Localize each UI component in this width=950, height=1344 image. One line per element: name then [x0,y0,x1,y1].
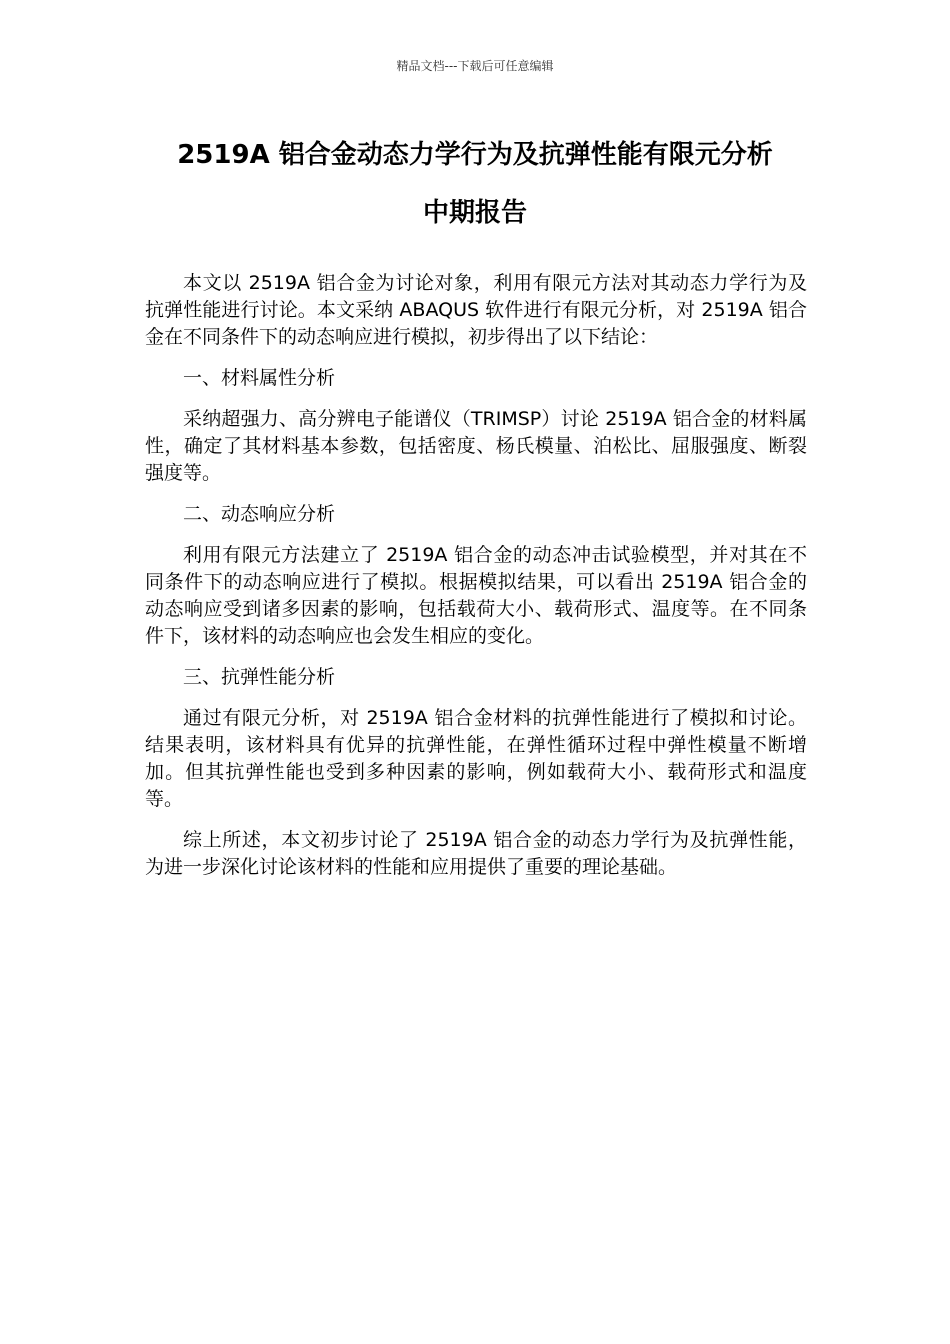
section-text-material: 采纳超强力、高分辨电子能谱仪（TRIMSP）讨论 2519A 铝合金的材料属性，确定了其材料基本参数，包括密度、杨氏模量、泊松比、屈服强度、断裂强度等。 [145,408,807,484]
document-title: 2519A 铝合金动态力学行为及抗弹性能有限元分析 [177,140,773,170]
section-heading-material: 一、材料属性分析 [183,367,336,389]
section-text-ballistic: 通过有限元分析，对 2519A 铝合金材料的抗弹性能进行了模拟和讨论。结果表明，该材料具有优异的抗弹性能，在弹性循环过程中弹性模量不断增加。但其抗弹性能也受到多种因素的影响，例如载荷大小、载荷形式和温度等。 [145,707,807,810]
section-heading-ballistic: 三、抗弹性能分析 [183,666,336,688]
header-note: 精品文档---下载后可任意编辑 [396,59,554,73]
document-subtitle: 中期报告 [422,198,527,228]
section-text-dynamic: 利用有限元方法建立了 2519A 铝合金的动态冲击试验模型，并对其在不同条件下的动态响应进行了模拟。根据模拟结果，可以看出 2519A 铝合金的动态响应受到诸多因素的影响，包括载荷大小、载荷形式、温度等。在不同条件下，该材料的动态响应也会发生相应的变化。 [145,544,807,647]
intro-paragraph: 本文以 2519A 铝合金为讨论对象，利用有限元方法对其动态力学行为及抗弹性能进行讨论。本文采纳 ABAQUS 软件进行有限元分析，对 2519A 铝合金在不同条件下的动态响应进行模拟，初步得出了以下结论： [145,272,807,348]
document-body [145,270,807,895]
section-heading-dynamic: 二、动态响应分析 [183,503,336,525]
conclusion-paragraph: 综上所述，本文初步讨论了 2519A 铝合金的动态力学行为及抗弹性能，为进一步深化讨论该材料的性能和应用提供了重要的理论基础。 [145,829,807,878]
